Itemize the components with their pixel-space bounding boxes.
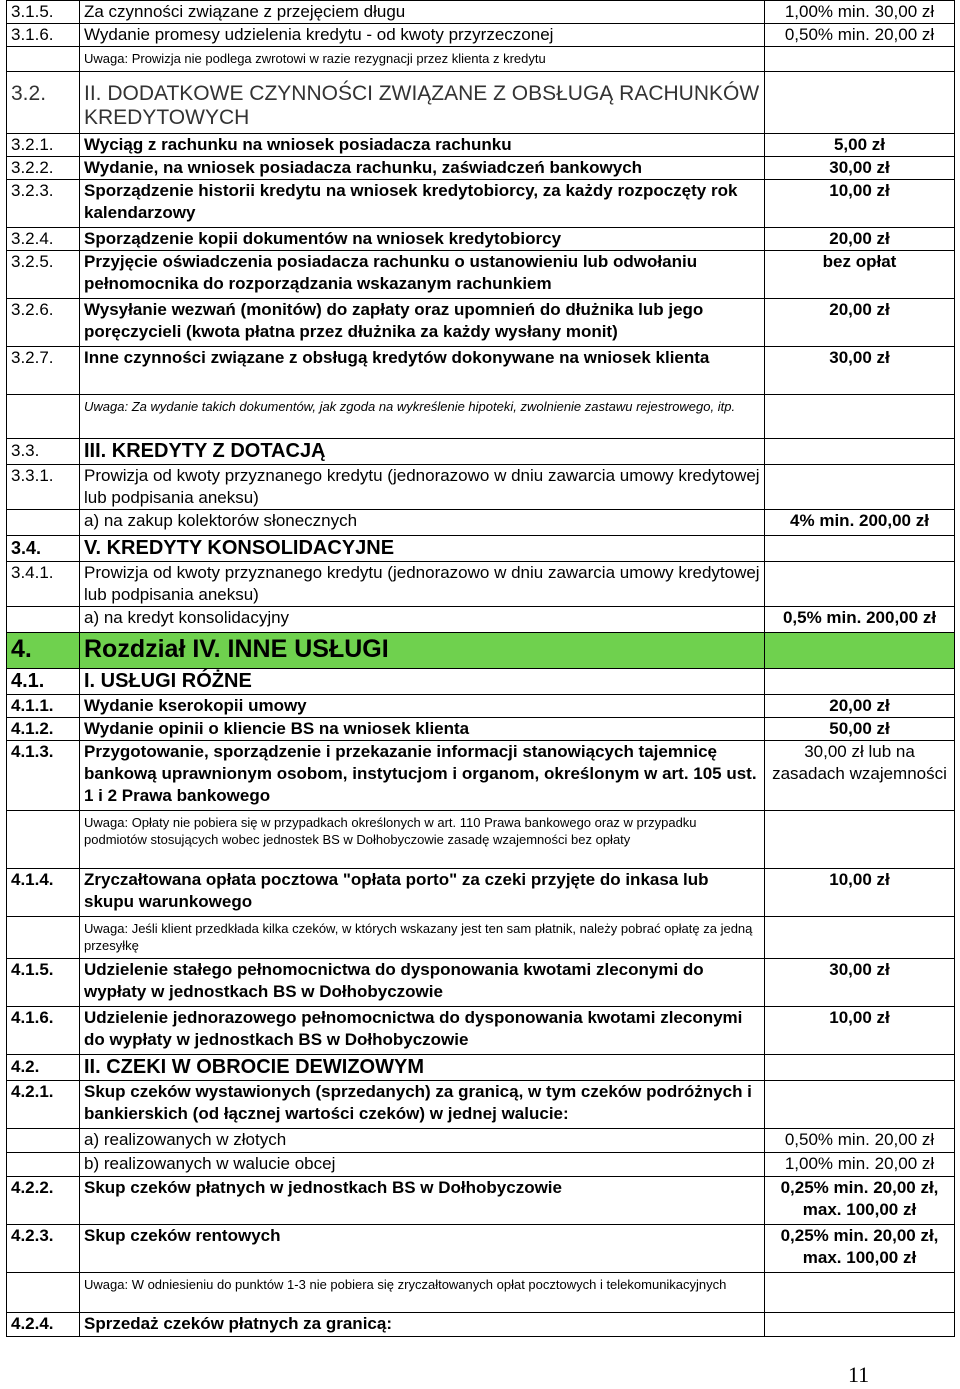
note-text: Uwaga: W odniesieniu do punktów 1-3 nie pobiera się zryczałtowanych opłat pocztowych i telekomunikacyjnych — [80, 1273, 765, 1313]
table-row — [7, 1225, 955, 1273]
row-number: 3.2.5. — [7, 251, 80, 299]
row-description: a) na zakup kolektorów słonecznych — [80, 510, 765, 536]
row-fee — [765, 72, 955, 134]
row-fee: 30,00 zł — [765, 347, 955, 395]
row-number — [7, 47, 80, 72]
fee-table — [6, 0, 955, 1337]
row-description: Sporządzenie historii kredytu na wniosek kredytobiorcy, za każdy rozpoczęty rok kalendarzowy — [80, 180, 765, 228]
table-row — [7, 1177, 955, 1225]
row-fee: 1,00% min. 30,00 zł — [765, 1, 955, 24]
section-title: V. KREDYTY KONSOLIDACYJNE — [80, 536, 765, 562]
row-fee: 0,50% min. 20,00 zł — [765, 24, 955, 47]
section-title: II. DODATKOWE CZYNNOŚCI ZWIĄZANE Z OBSŁUGĄ RACHUNKÓW KREDYTOWYCH — [80, 72, 765, 134]
row-fee: 30,00 zł — [765, 157, 955, 180]
row-number — [7, 510, 80, 536]
row-description: Zryczałtowana opłata pocztowa "opłata porto" za czeki przyjęte do inkasa lub skupu warunkowego — [80, 869, 765, 917]
row-fee: 50,00 zł — [765, 718, 955, 741]
row-description: Wydanie kserokopii umowy — [80, 695, 765, 718]
row-fee — [765, 47, 955, 72]
row-fee: 5,00 zł — [765, 134, 955, 157]
section-title: III. KREDYTY Z DOTACJĄ — [80, 439, 765, 465]
row-description: Skup czeków wystawionych (sprzedanych) za granicą, w tym czeków podróżnych i bankierskich (od łącznej wartości czeków) w jednej walucie: — [80, 1081, 765, 1129]
table-row — [7, 741, 955, 811]
row-number: 3.2.3. — [7, 180, 80, 228]
row-number: 4.2.1. — [7, 1081, 80, 1129]
row-fee — [765, 1273, 955, 1313]
table-row — [7, 607, 955, 633]
table-row — [7, 228, 955, 251]
row-number: 4.1.1. — [7, 695, 80, 718]
row-number — [7, 1153, 80, 1177]
row-fee: 20,00 zł — [765, 228, 955, 251]
table-row — [7, 1007, 955, 1055]
row-description: Udzielenie stałego pełnomocnictwa do dysponowania kwotami zleconymi do wypłaty w jednostkach BS w Dołhobyczowie — [80, 959, 765, 1007]
table-row — [7, 299, 955, 347]
section-title: II. CZEKI W OBROCIE DEWIZOWYM — [80, 1055, 765, 1081]
row-number: 3.1.6. — [7, 24, 80, 47]
row-number: 4.1.3. — [7, 741, 80, 811]
row-description: Wydanie, na wniosek posiadacza rachunku, zaświadczeń bankowych — [80, 157, 765, 180]
row-description: Wyciąg z rachunku na wniosek posiadacza rachunku — [80, 134, 765, 157]
row-description: Wydanie promesy udzielenia kredytu - od kwoty przyrzeczonej — [80, 24, 765, 47]
chapter-number: 4. — [7, 633, 80, 669]
section-header-row — [7, 72, 955, 134]
row-fee: 30,00 zł — [765, 959, 955, 1007]
table-row — [7, 251, 955, 299]
chapter-header-row — [7, 633, 955, 669]
section-header-row — [7, 1055, 955, 1081]
row-number — [7, 395, 80, 439]
row-fee — [765, 1081, 955, 1129]
row-description: Udzielenie jednorazowego pełnomocnictwa do dysponowania kwotami zleconymi do wypłaty w jednostkach BS w Dołhobyczowie — [80, 1007, 765, 1055]
table-row — [7, 1081, 955, 1129]
note-row — [7, 1273, 955, 1313]
row-number: 4.2.4. — [7, 1313, 80, 1337]
row-fee: 10,00 zł — [765, 1007, 955, 1055]
row-number: 4.1.2. — [7, 718, 80, 741]
row-description: Wysyłanie wezwań (monitów) do zapłaty oraz upomnień do dłużnika lub jego poręczycieli (kwota płatna przez dłużnika za każdy wysłany monit) — [80, 299, 765, 347]
table-row — [7, 180, 955, 228]
row-description: Skup czeków płatnych w jednostkach BS w Dołhobyczowie — [80, 1177, 765, 1225]
row-fee: 0,25% min. 20,00 zł, max. 100,00 zł — [765, 1225, 955, 1273]
row-description: a) realizowanych w złotych — [80, 1129, 765, 1153]
section-header-row — [7, 536, 955, 562]
table-row — [7, 1129, 955, 1153]
table-row — [7, 869, 955, 917]
row-description: Za czynności związane z przejęciem długu — [80, 1, 765, 24]
row-fee — [765, 562, 955, 607]
row-description: Inne czynności związane z obsługą kredytów dokonywane na wniosek klienta — [80, 347, 765, 395]
row-fee: bez opłat — [765, 251, 955, 299]
row-fee — [765, 465, 955, 510]
row-description: a) na kredyt konsolidacyjny — [80, 607, 765, 633]
note-text: Uwaga: Za wydanie takich dokumentów, jak zgoda na wykreślenie hipoteki, zwolnienie zastawu rejestrowego, itp. — [80, 395, 765, 439]
row-number: 3.3.1. — [7, 465, 80, 510]
note-text: Uwaga: Jeśli klient przedkłada kilka czeków, w których wskazany jest ten sam płatnik, należy pobrać opłatę za jedną przesyłkę — [80, 917, 765, 959]
row-description: Sporządzenie kopii dokumentów na wniosek kredytobiorcy — [80, 228, 765, 251]
section-header-row — [7, 439, 955, 465]
row-fee: 0,50% min. 20,00 zł — [765, 1129, 955, 1153]
table-row — [7, 510, 955, 536]
table-row — [7, 959, 955, 1007]
section-title: I. USŁUGI RÓŻNE — [80, 669, 765, 695]
row-fee — [765, 536, 955, 562]
row-number — [7, 1129, 80, 1153]
row-description: Sprzedaż czeków płatnych za granicą: — [80, 1313, 765, 1337]
row-fee — [765, 1313, 955, 1337]
table-row — [7, 1313, 955, 1337]
section-number: 4.2. — [7, 1055, 80, 1081]
row-number: 4.1.5. — [7, 959, 80, 1007]
section-number: 3.4. — [7, 536, 80, 562]
row-fee: 1,00% min. 20,00 zł — [765, 1153, 955, 1177]
row-number: 3.4.1. — [7, 562, 80, 607]
row-fee: 10,00 zł — [765, 180, 955, 228]
row-fee: 10,00 zł — [765, 869, 955, 917]
note-row — [7, 917, 955, 959]
row-number — [7, 811, 80, 869]
row-fee — [765, 1055, 955, 1081]
row-fee — [765, 811, 955, 869]
row-fee — [765, 633, 955, 669]
row-number — [7, 917, 80, 959]
row-description: Prowizja od kwoty przyznanego kredytu (jednorazowo w dniu zawarcia umowy kredytowej lub podpisania aneksu) — [80, 465, 765, 510]
row-fee: 0,5% min. 200,00 zł — [765, 607, 955, 633]
note-text: Uwaga: Opłaty nie pobiera się w przypadkach określonych w art. 110 Prawa bankowego oraz w przypadku podmiotów stosujących wobec jednostek BS w Dołhobyczowie zasadę wzajemności bez opłaty — [80, 811, 765, 869]
table-row — [7, 562, 955, 607]
table-row — [7, 347, 955, 395]
row-number: 4.2.3. — [7, 1225, 80, 1273]
section-number: 4.1. — [7, 669, 80, 695]
table-row — [7, 1153, 955, 1177]
row-number: 4.1.6. — [7, 1007, 80, 1055]
section-number: 3.3. — [7, 439, 80, 465]
row-fee: 4% min. 200,00 zł — [765, 510, 955, 536]
chapter-title: Rozdział IV. INNE USŁUGI — [80, 633, 765, 669]
row-fee: 0,25% min. 20,00 zł, max. 100,00 zł — [765, 1177, 955, 1225]
table-row — [7, 465, 955, 510]
row-number: 3.2.7. — [7, 347, 80, 395]
row-number: 3.2.1. — [7, 134, 80, 157]
row-number — [7, 607, 80, 633]
row-number: 3.2.6. — [7, 299, 80, 347]
row-description: Prowizja od kwoty przyznanego kredytu (jednorazowo w dniu zawarcia umowy kredytowej lub podpisania aneksu) — [80, 562, 765, 607]
row-number: 3.2.2. — [7, 157, 80, 180]
row-fee: 30,00 zł lub na zasadach wzajemności — [765, 741, 955, 811]
note-text: Uwaga: Prowizja nie podlega zwrotowi w razie rezygnacji przez klienta z kredytu — [80, 47, 765, 72]
note-row — [7, 395, 955, 439]
row-description: Skup czeków rentowych — [80, 1225, 765, 1273]
row-description: Przygotowanie, sporządzenie i przekazanie informacji stanowiących tajemnicę bankową uprawnionym osobom, instytucjom i organom, określonym w art. 105 ust. 1 i 2 Prawa bankowego — [80, 741, 765, 811]
table-row — [7, 718, 955, 741]
row-description: b) realizowanych w walucie obcej — [80, 1153, 765, 1177]
table-row — [7, 157, 955, 180]
section-header-row — [7, 669, 955, 695]
row-number: 3.2.4. — [7, 228, 80, 251]
row-number — [7, 1273, 80, 1313]
table-row — [7, 695, 955, 718]
page-number: 11 — [848, 1362, 870, 1387]
row-fee — [765, 439, 955, 465]
row-description: Przyjęcie oświadczenia posiadacza rachunku o ustanowieniu lub odwołaniu pełnomocnika do rozporządzania wskazanym rachunkiem — [80, 251, 765, 299]
row-fee — [765, 395, 955, 439]
row-number: 3.1.5. — [7, 1, 80, 24]
row-number: 4.1.4. — [7, 869, 80, 917]
table-row — [7, 1, 955, 24]
row-number: 4.2.2. — [7, 1177, 80, 1225]
table-row — [7, 134, 955, 157]
row-fee — [765, 669, 955, 695]
row-description: Wydanie opinii o kliencie BS na wniosek klienta — [80, 718, 765, 741]
note-row — [7, 47, 955, 72]
row-fee — [765, 917, 955, 959]
note-row — [7, 811, 955, 869]
row-fee: 20,00 zł — [765, 299, 955, 347]
section-number: 3.2. — [7, 72, 80, 134]
table-row — [7, 24, 955, 47]
row-fee: 20,00 zł — [765, 695, 955, 718]
